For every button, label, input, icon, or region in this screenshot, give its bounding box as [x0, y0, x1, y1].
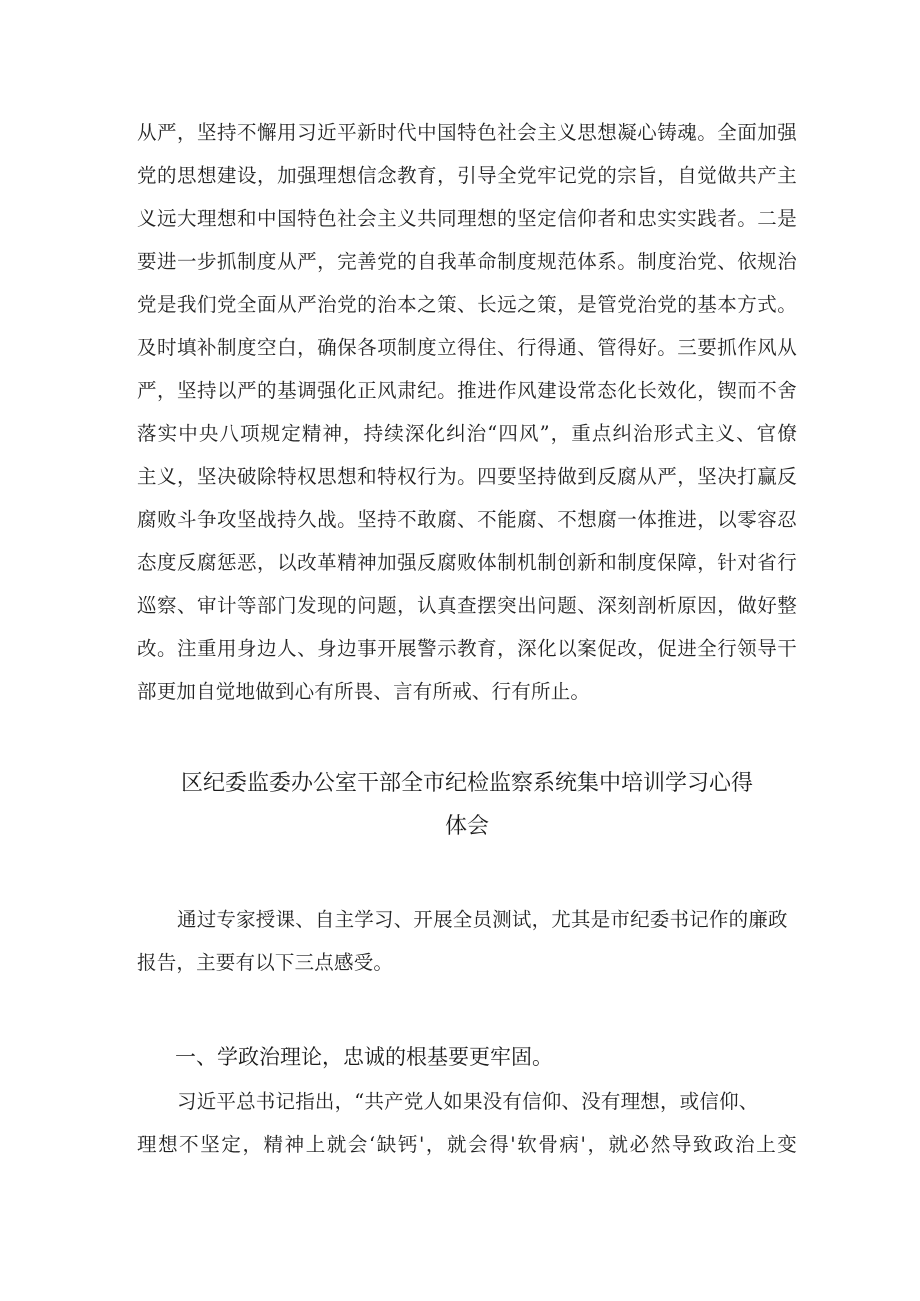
- text-line: 通过专家授课、自主学习、开展全员测试，尤其是市纪委书记作的廉政: [177, 908, 788, 931]
- text-line: 改。注重用身边人、身边事开展警示教育，深化以案促改，促进全行领导干: [137, 637, 797, 660]
- text-line: 义远大理想和中国特色社会主义共同理想的坚定信仰者和忠实实践者。二是: [137, 207, 797, 230]
- text-line: 部更加自觉地做到心有所畏、言有所戒、行有所止。: [137, 680, 591, 703]
- text-line: 落实中央八项规定精神，持续深化纠治“四风”，重点纠治形式主义、官僚: [137, 422, 797, 445]
- text-line: 态度反腐惩恶，以改革精神加强反腐败体制机制创新和制度保障，针对省行: [137, 551, 797, 574]
- text-line: 及时填补制度空白，确保各项制度立得住、行得通、管得好。三要抓作风从: [137, 336, 797, 359]
- text-line: 从严，坚持不懈用习近平新时代中国特色社会主义思想凝心铸魂。全面加强: [137, 121, 797, 144]
- text-line: 理想不坚定，精神上就会‘缺钙'，就会得'软骨病'，就必然导致政治上变: [137, 1133, 797, 1156]
- text-line: 报告，主要有以下三点感受。: [137, 951, 394, 974]
- text-line: 党的思想建设，加强理想信念教育，引导全党牢记党的宗旨，自觉做共产主: [137, 164, 797, 187]
- text-line: 习近平总书记指出，“共产党人如果没有信仰、没有理想，或信仰、: [177, 1090, 759, 1113]
- title-line: 区纪委监委办公室干部全市纪检监察系统集中培训学习心得: [180, 771, 753, 796]
- text-line: 腐败斗争攻坚战持久战。坚持不敢腐、不能腐、不想腐一体推进，以零容忍: [137, 508, 797, 531]
- text-line: 严，坚持以严的基调强化正风肃纪。推进作风建设常态化长效化，锲而不舍: [137, 379, 797, 402]
- text-line: 巡察、审计等部门发现的问题，认真查摆突出问题、深刻剖析原因，做好整: [137, 594, 797, 617]
- section-heading: 一、学政治理论，忠诚的根基要更牢固。: [175, 1045, 553, 1069]
- text-line: 党是我们党全面从严治党的治本之策、长远之策，是管党治党的基本方式。: [137, 293, 797, 316]
- text-line: 主义，坚决破除特权思想和特权行为。四要坚持做到反腐从严，坚决打赢反: [137, 465, 797, 488]
- title-line: 体会: [444, 814, 489, 839]
- text-line: 要进一步抓制度从严，完善党的自我革命制度规范体系。制度治党、依规治: [137, 250, 797, 273]
